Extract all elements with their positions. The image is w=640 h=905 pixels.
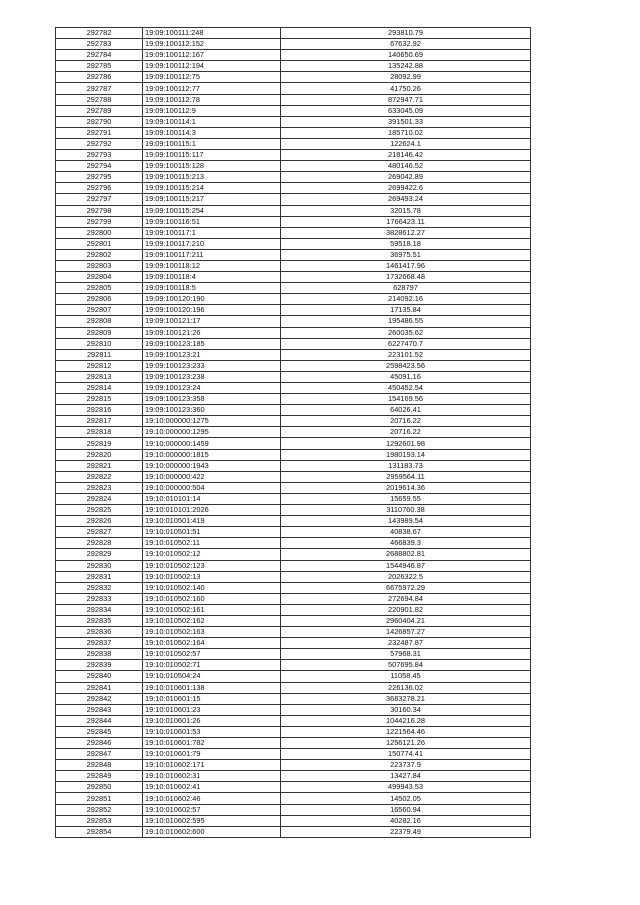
amount-cell: 185710.02 [281, 127, 531, 138]
amount-cell: 15659.55 [281, 493, 531, 504]
amount-cell: 59518.18 [281, 238, 531, 249]
cadastral-code-cell: 19:10:010502:160 [143, 593, 281, 604]
cadastral-code-cell: 19:10:010502:162 [143, 615, 281, 626]
table-row [56, 749, 531, 760]
table-row [56, 338, 531, 349]
table-row [56, 593, 531, 604]
amount-cell: 3110760.38 [281, 505, 531, 516]
cadastral-code-cell: 19:10:000000:1275 [143, 416, 281, 427]
cadastral-code-cell: 19:10:010601:15 [143, 693, 281, 704]
table-row [56, 72, 531, 83]
table-row [56, 826, 531, 837]
data-table [55, 27, 531, 838]
cadastral-code-cell: 19:09:100123:185 [143, 338, 281, 349]
cadastral-code-cell: 19:10:010602:41 [143, 782, 281, 793]
cadastral-code-cell: 19:10:010501:419 [143, 516, 281, 527]
table-row [56, 738, 531, 749]
amount-cell: 223737.9 [281, 760, 531, 771]
amount-cell: 3683278.21 [281, 693, 531, 704]
amount-cell: 260035.62 [281, 327, 531, 338]
amount-cell: 140650.69 [281, 50, 531, 61]
amount-cell: 507695.84 [281, 660, 531, 671]
amount-cell: 22379.49 [281, 826, 531, 837]
amount-cell: 6675972.29 [281, 582, 531, 593]
amount-cell: 499943.53 [281, 782, 531, 793]
cadastral-code-cell: 19:09:100117:1 [143, 227, 281, 238]
amount-cell: 40838.67 [281, 527, 531, 538]
table-row [56, 815, 531, 826]
table-row [56, 771, 531, 782]
table-row [56, 360, 531, 371]
row-id-cell: 292823 [56, 482, 143, 493]
row-id-cell: 292844 [56, 715, 143, 726]
table-row [56, 471, 531, 482]
cadastral-code-cell: 19:09:100118:5 [143, 283, 281, 294]
row-id-cell: 292850 [56, 782, 143, 793]
cadastral-code-cell: 19:09:100112:75 [143, 72, 281, 83]
amount-cell: 143989.54 [281, 516, 531, 527]
cadastral-code-cell: 19:09:100114:1 [143, 116, 281, 127]
table-row [56, 316, 531, 327]
table-row [56, 560, 531, 571]
cadastral-code-cell: 19:10:010602:171 [143, 760, 281, 771]
cadastral-code-cell: 19:10:010504:24 [143, 671, 281, 682]
cadastral-code-cell: 19:10:010601:53 [143, 726, 281, 737]
cadastral-code-cell: 19:10:010502:57 [143, 649, 281, 660]
amount-cell: 214092.16 [281, 294, 531, 305]
amount-cell: 633045.09 [281, 105, 531, 116]
table-row [56, 138, 531, 149]
cadastral-code-cell: 19:10:010101:2026 [143, 505, 281, 516]
cadastral-code-cell: 19:09:100112:152 [143, 39, 281, 50]
amount-cell: 32015.78 [281, 205, 531, 216]
table-row [56, 50, 531, 61]
cadastral-code-cell: 19:10:010602:57 [143, 804, 281, 815]
amount-cell: 1426857.27 [281, 627, 531, 638]
amount-cell: 2019614.36 [281, 482, 531, 493]
cadastral-code-cell: 19:09:100123:238 [143, 371, 281, 382]
table-row [56, 438, 531, 449]
row-id-cell: 292783 [56, 39, 143, 50]
cadastral-code-cell: 19:10:000000:1459 [143, 438, 281, 449]
row-id-cell: 292826 [56, 516, 143, 527]
table-row [56, 83, 531, 94]
table-row [56, 638, 531, 649]
cadastral-code-cell: 19:10:010501:51 [143, 527, 281, 538]
amount-cell: 28092.99 [281, 72, 531, 83]
cadastral-code-cell: 19:10:010601:79 [143, 749, 281, 760]
table-row [56, 615, 531, 626]
cadastral-code-cell: 19:10:010502:12 [143, 549, 281, 560]
table-row [56, 493, 531, 504]
table-row [56, 549, 531, 560]
cadastral-code-cell: 19:10:010502:13 [143, 571, 281, 582]
row-id-cell: 292849 [56, 771, 143, 782]
amount-cell: 64026.41 [281, 405, 531, 416]
row-id-cell: 292822 [56, 471, 143, 482]
amount-cell: 3828612.27 [281, 227, 531, 238]
cadastral-code-cell: 19:10:010602:46 [143, 793, 281, 804]
amount-cell: 2598423.56 [281, 360, 531, 371]
amount-cell: 67632.92 [281, 39, 531, 50]
amount-cell: 122624.1 [281, 138, 531, 149]
cadastral-code-cell: 19:10:010502:163 [143, 627, 281, 638]
amount-cell: 41750.26 [281, 83, 531, 94]
row-id-cell: 292803 [56, 260, 143, 271]
row-id-cell: 292819 [56, 438, 143, 449]
table-row [56, 782, 531, 793]
cadastral-code-cell: 19:10:010601:782 [143, 738, 281, 749]
row-id-cell: 292804 [56, 272, 143, 283]
amount-cell: 628797 [281, 283, 531, 294]
row-id-cell: 292818 [56, 427, 143, 438]
cadastral-code-cell: 19:10:000000:504 [143, 482, 281, 493]
table-row [56, 161, 531, 172]
table-row [56, 682, 531, 693]
table-row [56, 704, 531, 715]
cadastral-code-cell: 19:09:100115:1 [143, 138, 281, 149]
cadastral-code-cell: 19:10:010502:140 [143, 582, 281, 593]
cadastral-code-cell: 19:10:000000:422 [143, 471, 281, 482]
row-id-cell: 292802 [56, 249, 143, 260]
cadastral-code-cell: 19:10:010502:164 [143, 638, 281, 649]
cadastral-code-cell: 19:10:000000:1943 [143, 460, 281, 471]
table-row [56, 660, 531, 671]
row-id-cell: 292846 [56, 738, 143, 749]
amount-cell: 57968.31 [281, 649, 531, 660]
cadastral-code-cell: 19:10:010601:26 [143, 715, 281, 726]
amount-cell: 30160.34 [281, 704, 531, 715]
amount-cell: 391501.33 [281, 116, 531, 127]
amount-cell: 2688802.81 [281, 549, 531, 560]
amount-cell: 872947.71 [281, 94, 531, 105]
cadastral-code-cell: 19:10:010601:138 [143, 682, 281, 693]
cadastral-code-cell: 19:09:100114:3 [143, 127, 281, 138]
table-row [56, 305, 531, 316]
cadastral-code-cell: 19:09:100121:17 [143, 316, 281, 327]
amount-cell: 40282.16 [281, 815, 531, 826]
amount-cell: 1732668.48 [281, 272, 531, 283]
row-id-cell: 292848 [56, 760, 143, 771]
row-id-cell: 292852 [56, 804, 143, 815]
amount-cell: 131183.73 [281, 460, 531, 471]
row-id-cell: 292835 [56, 615, 143, 626]
table-row [56, 349, 531, 360]
cadastral-code-cell: 19:09:100120:190 [143, 294, 281, 305]
table-row [56, 427, 531, 438]
table-row [56, 693, 531, 704]
amount-cell: 1292601.98 [281, 438, 531, 449]
cadastral-code-cell: 19:10:010602:595 [143, 815, 281, 826]
row-id-cell: 292801 [56, 238, 143, 249]
cadastral-code-cell: 19:10:010601:23 [143, 704, 281, 715]
row-id-cell: 292792 [56, 138, 143, 149]
row-id-cell: 292796 [56, 183, 143, 194]
cadastral-code-cell: 19:09:100123:358 [143, 394, 281, 405]
row-id-cell: 292827 [56, 527, 143, 538]
cadastral-code-cell: 19:10:010101:14 [143, 493, 281, 504]
table-row [56, 649, 531, 660]
amount-cell: 450452.54 [281, 383, 531, 394]
table-row [56, 394, 531, 405]
table-row [56, 116, 531, 127]
row-id-cell: 292831 [56, 571, 143, 582]
amount-cell: 20716.22 [281, 416, 531, 427]
row-id-cell: 292834 [56, 604, 143, 615]
cadastral-code-cell: 19:09:100123:24 [143, 383, 281, 394]
cadastral-code-cell: 19:10:010502:71 [143, 660, 281, 671]
amount-cell: 220901.82 [281, 604, 531, 615]
row-id-cell: 292798 [56, 205, 143, 216]
amount-cell: 16560.94 [281, 804, 531, 815]
table-row [56, 527, 531, 538]
table-row [56, 793, 531, 804]
row-id-cell: 292841 [56, 682, 143, 693]
amount-cell: 272694.84 [281, 593, 531, 604]
cadastral-code-cell: 19:09:100123:233 [143, 360, 281, 371]
cadastral-code-cell: 19:10:010602:31 [143, 771, 281, 782]
row-id-cell: 292793 [56, 150, 143, 161]
table-row [56, 460, 531, 471]
amount-cell: 1461417.96 [281, 260, 531, 271]
cadastral-code-cell: 19:09:100115:254 [143, 205, 281, 216]
amount-cell: 1044216.28 [281, 715, 531, 726]
row-id-cell: 292836 [56, 627, 143, 638]
amount-cell: 269042.89 [281, 172, 531, 183]
amount-cell: 218146.42 [281, 150, 531, 161]
amount-cell: 226136.02 [281, 682, 531, 693]
table-row [56, 127, 531, 138]
table-row [56, 715, 531, 726]
table-row [56, 249, 531, 260]
cadastral-code-cell: 19:09:100118:12 [143, 260, 281, 271]
row-id-cell: 292821 [56, 460, 143, 471]
amount-cell: 2959564.11 [281, 471, 531, 482]
amount-cell: 232487.87 [281, 638, 531, 649]
row-id-cell: 292817 [56, 416, 143, 427]
row-id-cell: 292784 [56, 50, 143, 61]
table-row [56, 405, 531, 416]
row-id-cell: 292845 [56, 726, 143, 737]
row-id-cell: 292851 [56, 793, 143, 804]
table-row [56, 383, 531, 394]
cadastral-code-cell: 19:09:100123:21 [143, 349, 281, 360]
amount-cell: 1221564.46 [281, 726, 531, 737]
amount-cell: 1766423.11 [281, 216, 531, 227]
table-row [56, 105, 531, 116]
row-id-cell: 292830 [56, 560, 143, 571]
row-id-cell: 292806 [56, 294, 143, 305]
table-row [56, 571, 531, 582]
row-id-cell: 292854 [56, 826, 143, 837]
row-id-cell: 292786 [56, 72, 143, 83]
table-row [56, 294, 531, 305]
row-id-cell: 292847 [56, 749, 143, 760]
amount-cell: 36975.51 [281, 249, 531, 260]
row-id-cell: 292837 [56, 638, 143, 649]
row-id-cell: 292787 [56, 83, 143, 94]
row-id-cell: 292788 [56, 94, 143, 105]
table-row [56, 94, 531, 105]
table-row [56, 582, 531, 593]
amount-cell: 17135.84 [281, 305, 531, 316]
row-id-cell: 292820 [56, 449, 143, 460]
amount-cell: 154169.56 [281, 394, 531, 405]
row-id-cell: 292816 [56, 405, 143, 416]
row-id-cell: 292791 [56, 127, 143, 138]
cadastral-code-cell: 19:09:100118:4 [143, 272, 281, 283]
amount-cell: 135242.88 [281, 61, 531, 72]
row-id-cell: 292828 [56, 538, 143, 549]
table-row [56, 516, 531, 527]
row-id-cell: 292811 [56, 349, 143, 360]
row-id-cell: 292829 [56, 549, 143, 560]
row-id-cell: 292840 [56, 671, 143, 682]
table-row [56, 760, 531, 771]
cadastral-code-cell: 19:10:010502:161 [143, 604, 281, 615]
table-row [56, 371, 531, 382]
cadastral-code-cell: 19:09:100121:26 [143, 327, 281, 338]
amount-cell: 11058.45 [281, 671, 531, 682]
amount-cell: 1544946.87 [281, 560, 531, 571]
amount-cell: 223101.52 [281, 349, 531, 360]
row-id-cell: 292853 [56, 815, 143, 826]
row-id-cell: 292805 [56, 283, 143, 294]
amount-cell: 13427.84 [281, 771, 531, 782]
table-row [56, 416, 531, 427]
row-id-cell: 292824 [56, 493, 143, 504]
cadastral-code-cell: 19:10:010602:600 [143, 826, 281, 837]
table-row [56, 28, 531, 39]
table-row [56, 538, 531, 549]
table-row [56, 172, 531, 183]
table-row [56, 804, 531, 815]
amount-cell: 2960404.21 [281, 615, 531, 626]
cadastral-code-cell: 19:09:100115:213 [143, 172, 281, 183]
table-row [56, 449, 531, 460]
table-row [56, 482, 531, 493]
row-id-cell: 292789 [56, 105, 143, 116]
cadastral-code-cell: 19:10:010502:11 [143, 538, 281, 549]
table-row [56, 216, 531, 227]
amount-cell: 269493.24 [281, 194, 531, 205]
table-row [56, 260, 531, 271]
row-id-cell: 292815 [56, 394, 143, 405]
row-id-cell: 292832 [56, 582, 143, 593]
amount-cell: 1980193.14 [281, 449, 531, 460]
cadastral-code-cell: 19:09:100115:214 [143, 183, 281, 194]
row-id-cell: 292785 [56, 61, 143, 72]
amount-cell: 45091.16 [281, 371, 531, 382]
row-id-cell: 292814 [56, 383, 143, 394]
table-row [56, 183, 531, 194]
cadastral-code-cell: 19:09:100112:77 [143, 83, 281, 94]
row-id-cell: 292842 [56, 693, 143, 704]
row-id-cell: 292808 [56, 316, 143, 327]
table-row [56, 238, 531, 249]
table-row [56, 61, 531, 72]
cadastral-code-cell: 19:09:100120:196 [143, 305, 281, 316]
cadastral-code-cell: 19:09:100115:128 [143, 161, 281, 172]
cadastral-code-cell: 19:10:000000:1295 [143, 427, 281, 438]
cadastral-code-cell: 19:09:100112:78 [143, 94, 281, 105]
table-row [56, 327, 531, 338]
amount-cell: 293810.79 [281, 28, 531, 39]
cadastral-code-cell: 19:09:100123:360 [143, 405, 281, 416]
table-body [56, 28, 531, 838]
row-id-cell: 292782 [56, 28, 143, 39]
cadastral-code-cell: 19:09:100115:117 [143, 150, 281, 161]
amount-cell: 6227470.7 [281, 338, 531, 349]
row-id-cell: 292813 [56, 371, 143, 382]
amount-cell: 195486.55 [281, 316, 531, 327]
amount-cell: 150774.41 [281, 749, 531, 760]
amount-cell: 1256121.26 [281, 738, 531, 749]
row-id-cell: 292833 [56, 593, 143, 604]
row-id-cell: 292839 [56, 660, 143, 671]
cadastral-code-cell: 19:09:100112:194 [143, 61, 281, 72]
cadastral-code-cell: 19:10:000000:1815 [143, 449, 281, 460]
cadastral-code-cell: 19:09:100112:9 [143, 105, 281, 116]
amount-cell: 2026322.5 [281, 571, 531, 582]
row-id-cell: 292797 [56, 194, 143, 205]
row-id-cell: 292790 [56, 116, 143, 127]
table-row [56, 194, 531, 205]
amount-cell: 20716.22 [281, 427, 531, 438]
table-row [56, 627, 531, 638]
table-row [56, 205, 531, 216]
row-id-cell: 292799 [56, 216, 143, 227]
cadastral-code-cell: 19:09:100116:51 [143, 216, 281, 227]
table-row [56, 39, 531, 50]
row-id-cell: 292794 [56, 161, 143, 172]
amount-cell: 466839.3 [281, 538, 531, 549]
table-row [56, 726, 531, 737]
cadastral-code-cell: 19:09:100112:167 [143, 50, 281, 61]
row-id-cell: 292843 [56, 704, 143, 715]
row-id-cell: 292825 [56, 505, 143, 516]
cadastral-code-cell: 19:09:100111:248 [143, 28, 281, 39]
cadastral-code-cell: 19:09:100115:217 [143, 194, 281, 205]
row-id-cell: 292795 [56, 172, 143, 183]
row-id-cell: 292807 [56, 305, 143, 316]
cadastral-code-cell: 19:09:100117:210 [143, 238, 281, 249]
table-row [56, 604, 531, 615]
table-row [56, 272, 531, 283]
amount-cell: 480146.52 [281, 161, 531, 172]
row-id-cell: 292800 [56, 227, 143, 238]
row-id-cell: 292838 [56, 649, 143, 660]
table-row [56, 283, 531, 294]
amount-cell: 2699422.6 [281, 183, 531, 194]
row-id-cell: 292812 [56, 360, 143, 371]
cadastral-code-cell: 19:10:010502:123 [143, 560, 281, 571]
cadastral-code-cell: 19:09:100117:211 [143, 249, 281, 260]
table-row [56, 505, 531, 516]
row-id-cell: 292809 [56, 327, 143, 338]
row-id-cell: 292810 [56, 338, 143, 349]
table-row [56, 150, 531, 161]
amount-cell: 14502.05 [281, 793, 531, 804]
table-row [56, 671, 531, 682]
table-row [56, 227, 531, 238]
